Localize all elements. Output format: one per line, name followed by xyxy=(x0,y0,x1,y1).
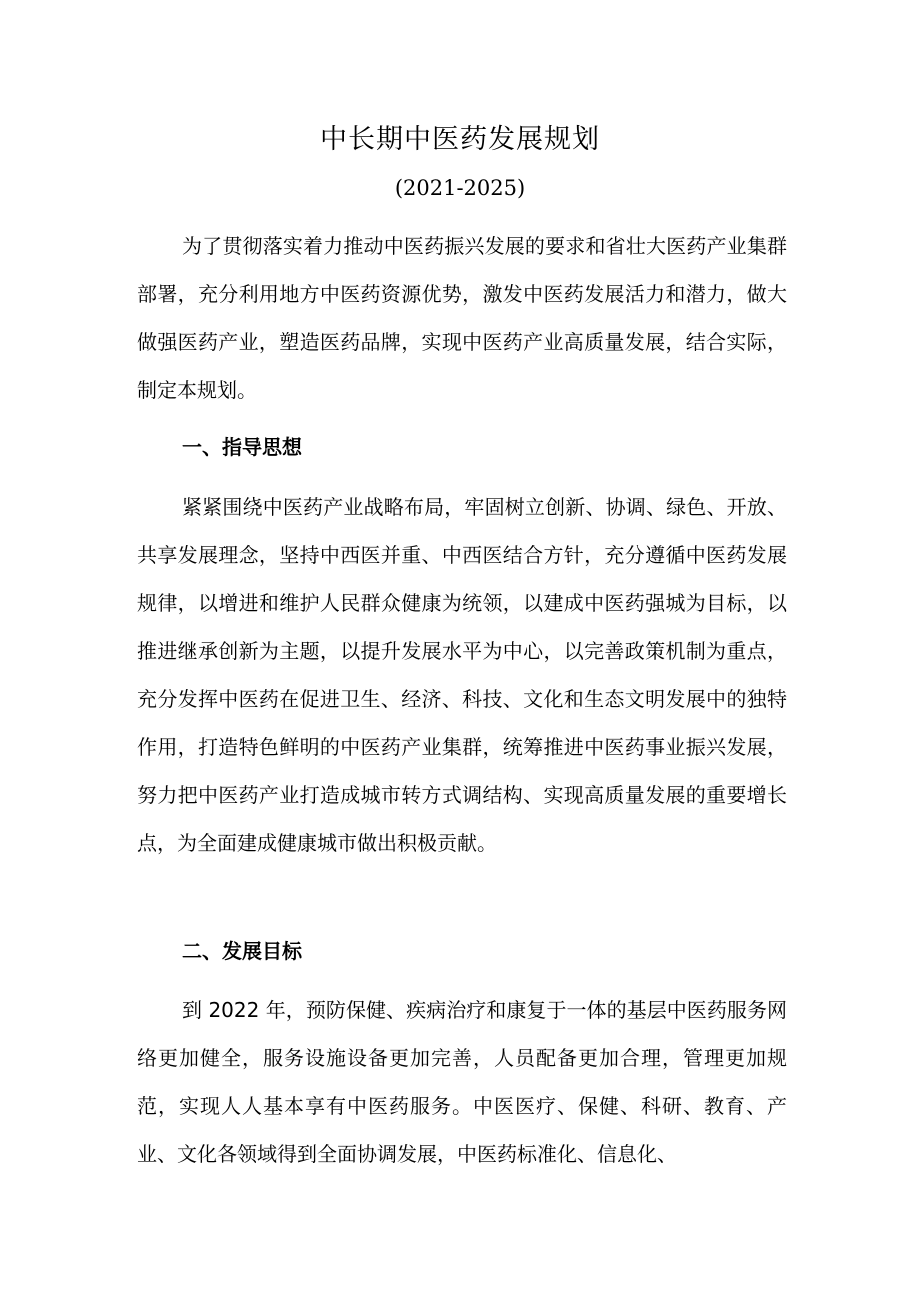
section-heading-guiding-ideology: 一、指导思想 xyxy=(182,435,302,459)
section-heading-development-goals: 二、发展目标 xyxy=(182,939,302,963)
section-body-development-goals: 到 2022 年，预防保健、疾病治疗和康复于一体的基层中医药服务网络更加健全，服务设施设备更加完善，人员配备更加合理，管理更加规范，实现人人基本享有中医药服务。中医医疗、保健、科研、教育、产业、文化各领域得到全面协调发展，中医药标准化、信息化、 xyxy=(137,998,787,1166)
section-body-guiding-ideology: 紧紧围绕中医药产业战略布局，牢固树立创新、协调、绿色、开放、共享发展理念，坚持中西医并重、中西医结合方针，充分遵循中医药发展规律，以增进和维护人民群众健康为统领，以建成中医药强城为目标，以推进继承创新为主题，以提升发展水平为中心，以完善政策机制为重点，充分发挥中医药在促进卫生、经济、科技、文化和生态文明发展中的独特作用，打造特色鲜明的中医药产业集群，统筹推进中医药事业振兴发展，努力把中医药产业打造成城市转方式调结构、实现高质量发展的重要增长点，为全面建成健康城市做出积极贡献。 xyxy=(137,495,787,855)
intro-paragraph: 为了贯彻落实着力推动中医药振兴发展的要求和省壮大医药产业集群部署，充分利用地方中医药资源优势，激发中医药发展活力和潜力，做大做强医药产业，塑造医药品牌，实现中医药产业高质量发展，结合实际，制定本规划。 xyxy=(137,234,787,402)
document-title: 中长期中医药发展规划 xyxy=(320,124,600,155)
document-subtitle: (2021-2025) xyxy=(394,176,526,200)
